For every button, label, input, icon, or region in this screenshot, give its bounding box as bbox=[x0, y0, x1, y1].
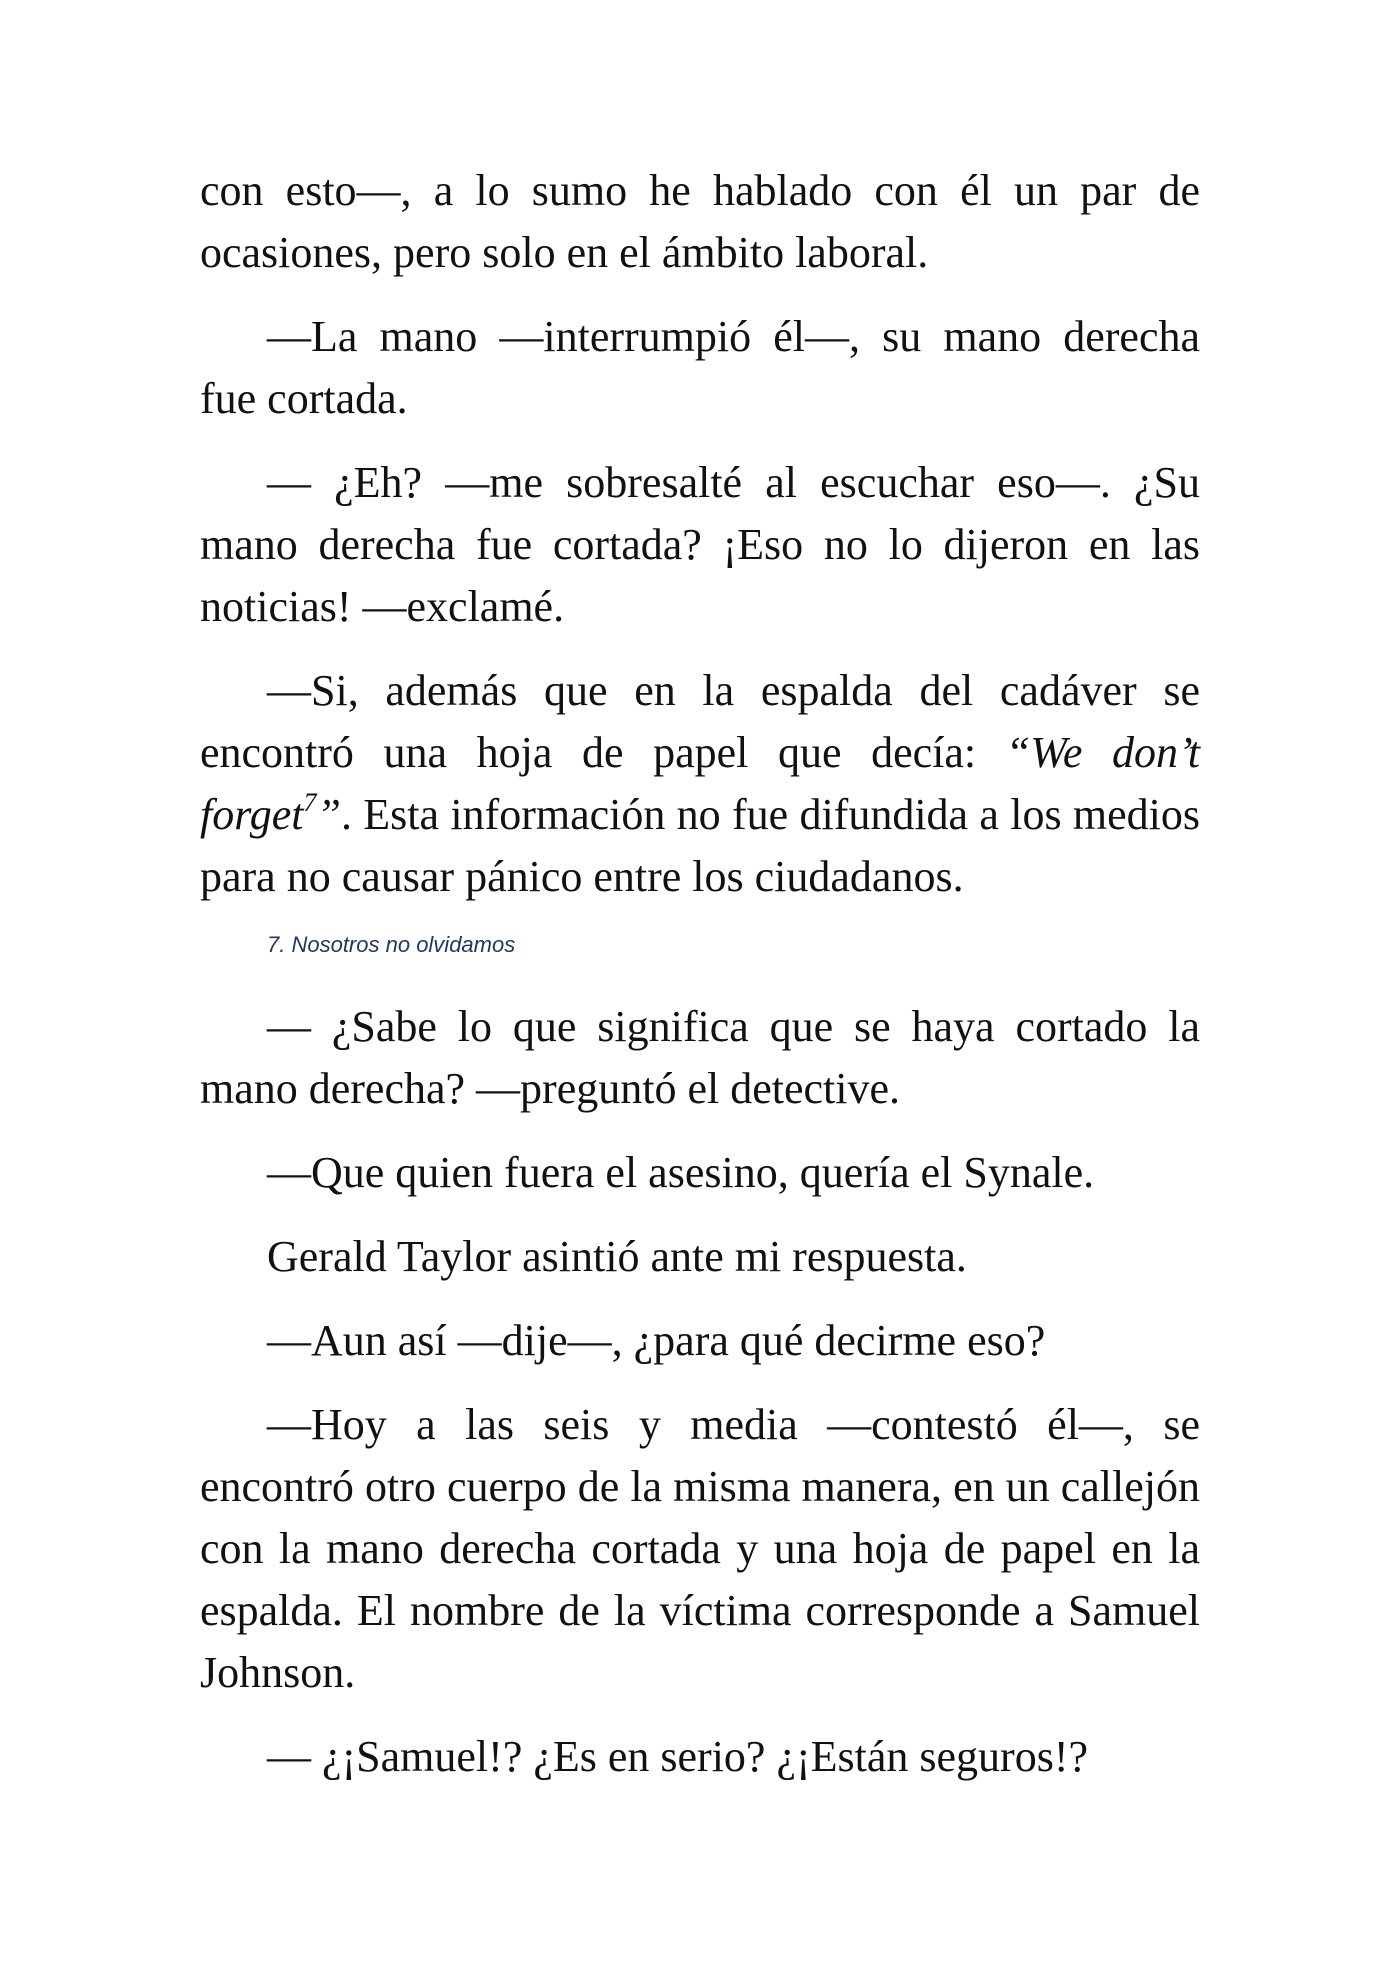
paragraph-5: — ¿Sabe lo que significa que se haya cortado la mano derecha? —preguntó el detective. bbox=[200, 1002, 1200, 1113]
paragraph-8: —Aun así —dije—, ¿para qué decirme eso? bbox=[267, 1316, 1046, 1365]
paragraph-4 bbox=[200, 660, 1200, 908]
paragraph-4-after: . Esta información no fue difundida a los medios para no causar pánico entre los ciudadanos. bbox=[200, 790, 1200, 901]
footnote-marker: 7 bbox=[303, 788, 317, 817]
page-body bbox=[200, 160, 1200, 1810]
paragraph-1: con esto—, a lo sumo he hablado con él un par de ocasiones, pero solo en el ámbito laboral. bbox=[200, 166, 1200, 277]
paragraph-3: — ¿Eh? —me sobresalté al escuchar eso—. ¿Su mano derecha fue cortada? ¡Eso no lo dijeron en las noticias! —exclamé. bbox=[200, 458, 1200, 631]
footnote: 7. Nosotros no olvidamos bbox=[267, 932, 516, 957]
paragraph-2: —La mano —interrumpió él—, su mano derecha fue cortada. bbox=[200, 312, 1200, 423]
paragraph-4-before: —Si, además que en la espalda del cadáver se encontró una hoja de papel que decía: bbox=[200, 666, 1200, 777]
open-quote: “ bbox=[1005, 728, 1031, 777]
paragraph-7: Gerald Taylor asintió ante mi respuesta. bbox=[267, 1232, 967, 1281]
paragraph-9: —Hoy a las seis y media —contestó él—, se encontró otro cuerpo de la misma manera, en un callejón con la mano derecha cortada y una hoja de papel en la espalda. El nombre de la víctima corresponde a Samuel Johnson. bbox=[200, 1400, 1200, 1697]
paragraph-10: — ¿¡Samuel!? ¿Es en serio? ¿¡Están seguros!? bbox=[267, 1732, 1089, 1781]
quoted-phrase: We don’t forget bbox=[200, 728, 1200, 839]
paragraph-6: —Que quien fuera el asesino, quería el Synale. bbox=[267, 1148, 1095, 1197]
close-quote: ” bbox=[316, 790, 341, 839]
